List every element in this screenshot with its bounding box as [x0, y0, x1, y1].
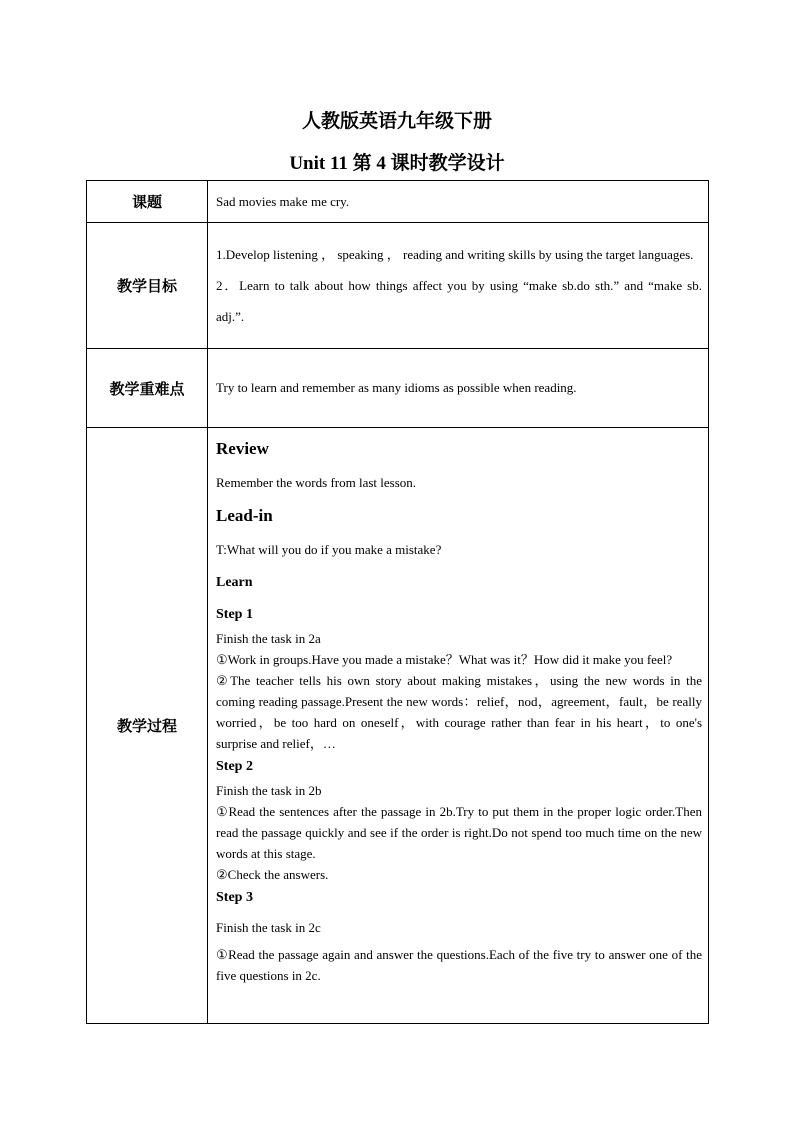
- process-content: [216, 428, 702, 986]
- step1-line-2: ①Work in groups.Have you made a mistake？What was it？How did it make you feel?: [216, 652, 673, 667]
- step1-line-1: Finish the task in 2a: [216, 631, 321, 646]
- step1-line-3: ②The teacher tells his own story about making mistakes，using the new words in the coming reading passage.Present the new words：relief，nod，agreement，fault，be really worried，be too hard on oneself，with courage rather than fear in his heart，to one's surprise and relief，…: [216, 673, 702, 751]
- table-row-goals: [87, 223, 709, 349]
- topic-label: 课题: [87, 181, 208, 223]
- table-row-process: [87, 428, 709, 1024]
- keypoints-label: 教学重难点: [87, 349, 208, 428]
- process-label: 教学过程: [87, 428, 208, 1024]
- step3-line-2: ①Read the passage again and answer the questions.Each of the five try to answer one of the five questions in 2c.: [216, 947, 702, 983]
- step3-heading: Step 3: [216, 890, 253, 905]
- step2-line-1: Finish the task in 2b: [216, 783, 322, 798]
- goals-label: 教学目标: [87, 223, 208, 349]
- topic-value: Sad movies make me cry.: [208, 181, 709, 223]
- goal-2: 2．Learn to talk about how things affect you by using “make sb.do sth.” and “make sb. adj.”.: [216, 278, 702, 324]
- step3-line-1: Finish the task in 2c: [216, 920, 321, 935]
- step1-heading: Step 1: [216, 607, 253, 622]
- keypoints-value: Try to learn and remember as many idioms as possible when reading.: [208, 349, 709, 428]
- goal-1: 1.Develop listening ， speaking ， reading and writing skills by using the target languages.: [216, 247, 694, 262]
- lesson-plan-table: [86, 180, 709, 1024]
- table-row-keypoints: [87, 349, 709, 428]
- document-title: 人教版英语九年级下册: [301, 111, 492, 132]
- process-cell: [208, 428, 709, 1024]
- leadin-heading: Lead-in: [216, 506, 273, 525]
- step2-line-3: ②Check the answers.: [216, 867, 329, 882]
- leadin-text: T:What will you do if you make a mistake?: [216, 542, 442, 557]
- learn-heading: Learn: [216, 575, 253, 590]
- review-text: Remember the words from last lesson.: [216, 475, 417, 490]
- document-subtitle: Unit 11 第 4 课时教学设计: [289, 153, 505, 174]
- goals-cell: [208, 223, 709, 349]
- table-row-topic: [87, 181, 709, 223]
- step2-line-2: ①Read the sentences after the passage in 2b.Try to put them in the proper logic order.Then read the passage quickly and see if the order is right.Do not spend too much time on the new words at this stage.: [216, 804, 702, 861]
- review-heading: Review: [216, 439, 269, 458]
- step2-heading: Step 2: [216, 759, 253, 774]
